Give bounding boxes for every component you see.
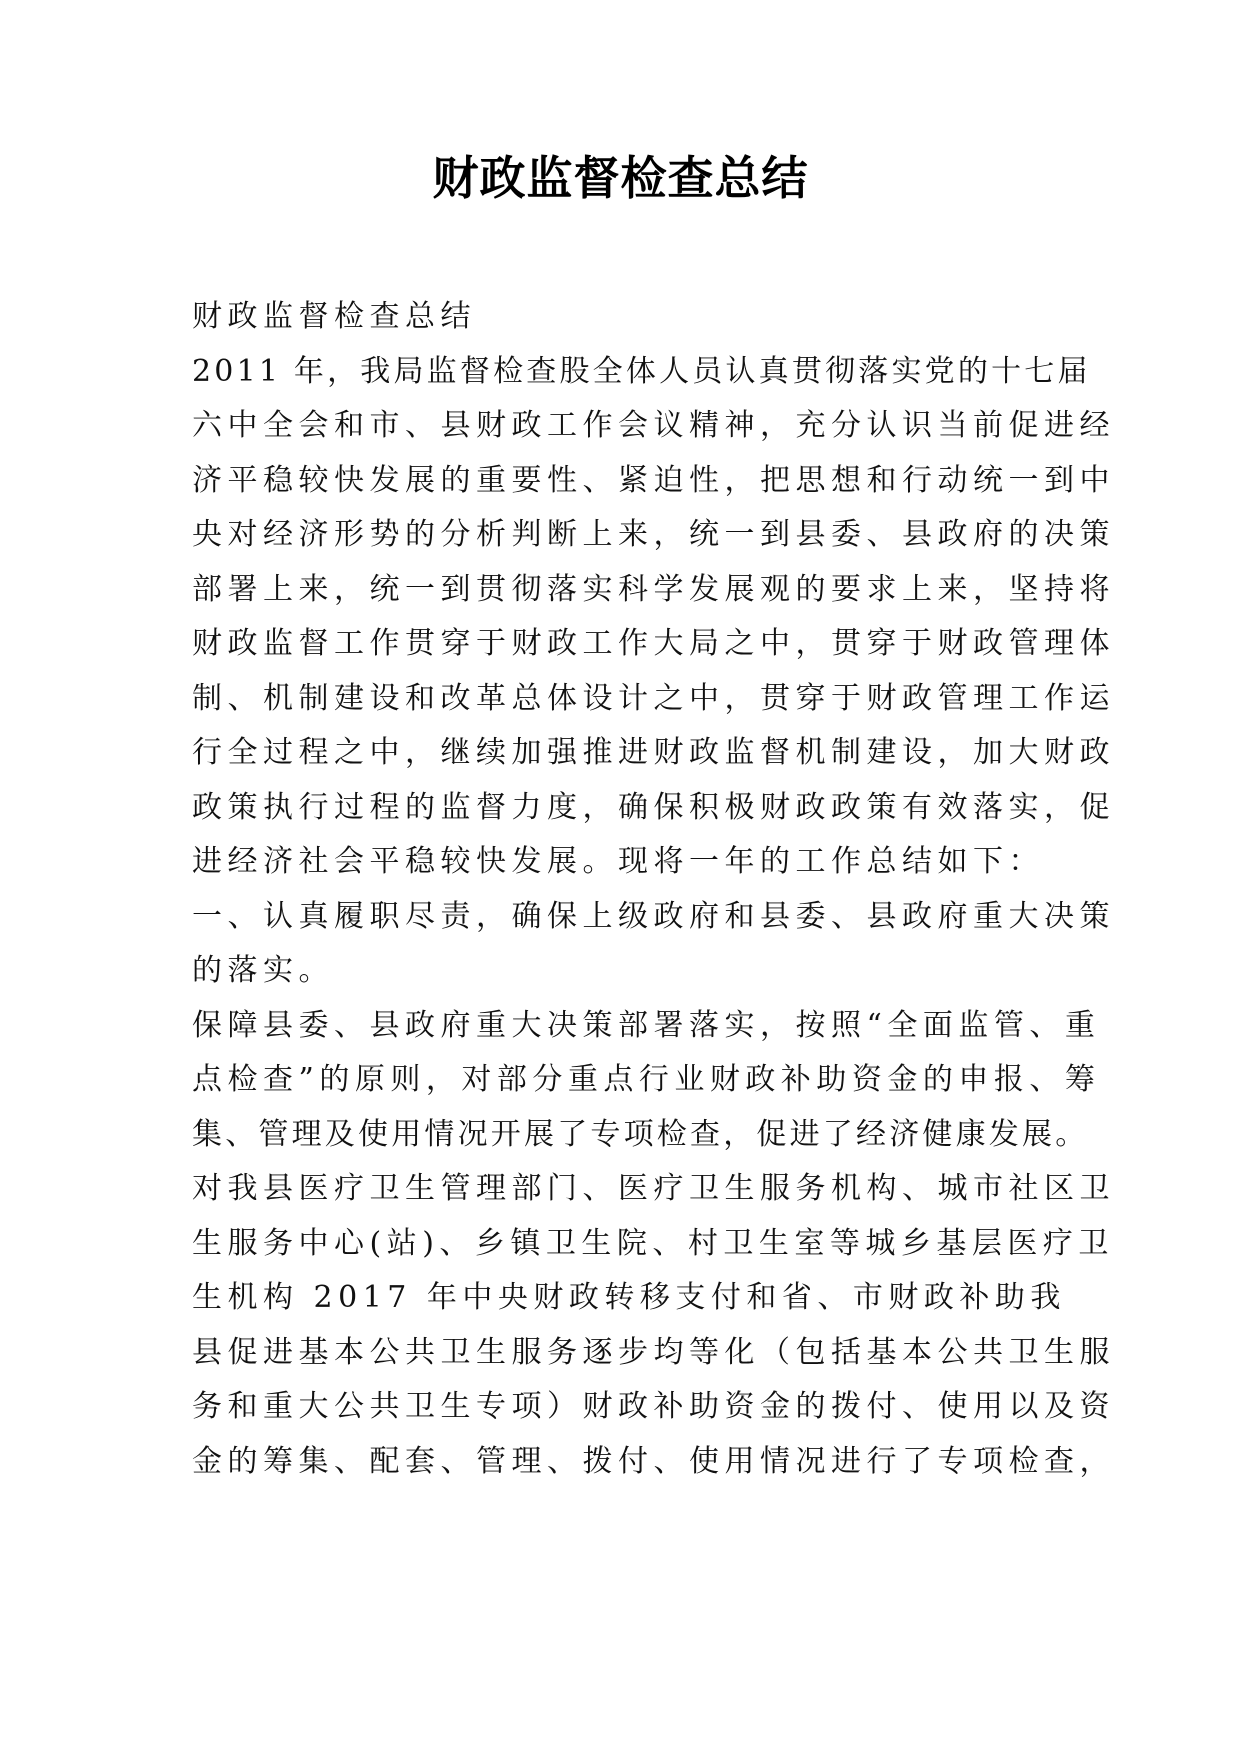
body-line-16: 集、管理及使用情况开展了专项检查，促进了经济健康发展。 — [192, 1116, 1089, 1152]
body-line-9: 行全过程之中，继续加强推进财政监督机制建设，加大财政 — [192, 735, 1115, 770]
body-line-15: 点检查”的原则，对部分重点行业财政补助资金的申报、筹 — [192, 1062, 1101, 1097]
body-line-6: 部署上来，统一到贯彻落实科学发展观的要求上来，坚持将 — [192, 571, 1115, 607]
body-line-10: 政策执行过程的监督力度，确保积极财政政策有效落实，促 — [192, 789, 1115, 825]
document-body — [192, 290, 1115, 1489]
body-line-4: 济平稳较快发展的重要性、紧迫性，把思想和行动统一到中 — [192, 462, 1115, 498]
body-line-19: 生机构 2017 年中央财政转移支付和省、市财政补助我 — [192, 1280, 1066, 1315]
body-line-11: 进经济社会平稳较快发展。现将一年的工作总结如下： — [192, 844, 1044, 879]
body-line-1: 财政监督检查总结 — [192, 299, 476, 334]
body-line-3: 六中全会和市、县财政工作会议精神，充分认识当前促进经 — [192, 408, 1115, 443]
body-line-8: 制、机制建设和改革总体设计之中，贯穿于财政管理工作运 — [192, 680, 1115, 716]
body-line-2: 2011 年，我局监督检查股全体人员认真贯彻落实党的十七届 — [192, 353, 1091, 389]
body-line-21: 务和重大公共卫生专项）财政补助资金的拨付、使用以及资 — [192, 1389, 1115, 1424]
body-line-12: 一、认真履职尽责，确保上级政府和县委、县政府重大决策 — [192, 898, 1115, 934]
body-line-7: 财政监督工作贯穿于财政工作大局之中，贯穿于财政管理体 — [192, 626, 1115, 661]
document-title: 财政监督检查总结 — [432, 151, 809, 205]
body-line-22: 金的筹集、配套、管理、拨付、使用情况进行了专项检查， — [192, 1443, 1115, 1479]
body-line-17: 对我县医疗卫生管理部门、医疗卫生服务机构、城市社区卫 — [192, 1171, 1115, 1206]
body-line-20: 县促进基本公共卫生服务逐步均等化（包括基本公共卫生服 — [192, 1334, 1115, 1370]
body-line-18: 生服务中心(站)、乡镇卫生院、村卫生室等城乡基层医疗卫 — [192, 1225, 1114, 1261]
body-line-5: 央对经济形势的分析判断上来，统一到县委、县政府的决策 — [192, 517, 1115, 552]
body-line-13: 的落实。 — [192, 953, 334, 988]
body-line-14: 保障县委、县政府重大决策部署落实，按照“全面监管、重 — [192, 1007, 1101, 1043]
